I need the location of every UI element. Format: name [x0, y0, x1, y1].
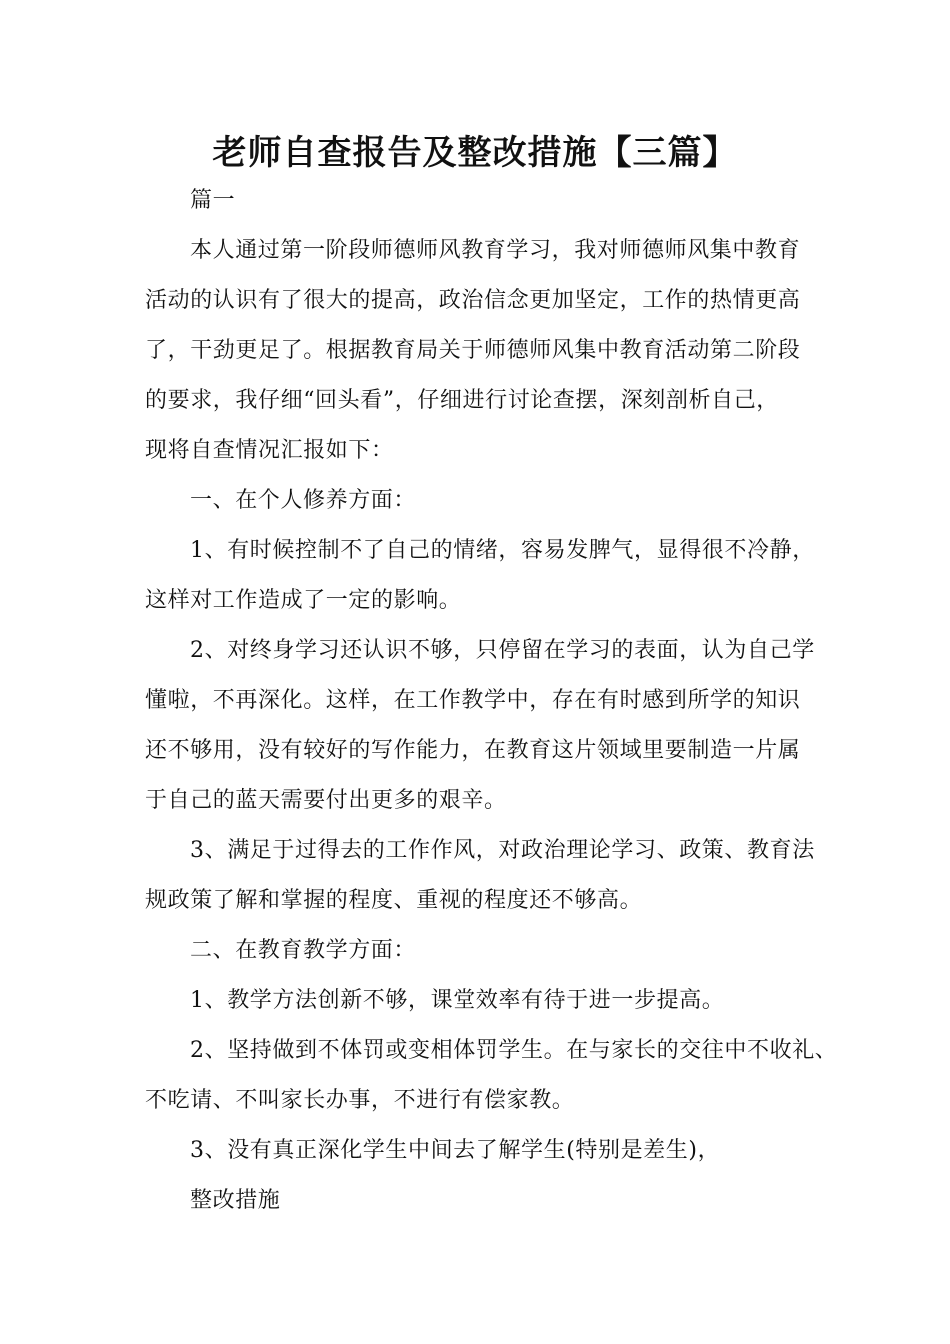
paragraph-line: 不吃请、不叫家长办事，不进行有偿家教。	[145, 1088, 575, 1113]
paragraph-line: 活动的认识有了很大的提高，政治信念更加坚定，工作的热情更高	[145, 288, 801, 313]
paragraph-line: 了，干劲更足了。根据教育局关于师德师风集中教育活动第二阶段	[145, 338, 801, 363]
paragraph-line: 这样对工作造成了一定的影响。	[145, 588, 462, 613]
paragraph-line: 于自己的蓝天需要付出更多的艰辛。	[145, 788, 507, 813]
paragraph-line: 的要求，我仔细“回头看”，仔细进行讨论查摆，深刻剖析自己，	[145, 388, 779, 413]
paragraph-line: 还不够用，没有较好的写作能力，在教育这片领域里要制造一片属	[145, 738, 801, 763]
paragraph-line: 2、对终身学习还认识不够，只停留在学习的表面，认为自己学	[190, 638, 815, 663]
section-heading: 一、在个人修养方面：	[190, 488, 417, 513]
section-heading-part-one: 篇一	[190, 188, 236, 213]
paragraph-line: 1、教学方法创新不够，课堂效率有待于进一步提高。	[190, 988, 725, 1013]
document-title: 老师自查报告及整改措施【三篇】	[212, 133, 738, 173]
section-heading: 整改措施	[190, 1188, 281, 1213]
paragraph-line: 规政策了解和掌握的程度、重视的程度还不够高。	[145, 888, 643, 913]
paragraph-line: 现将自查情况汇报如下：	[145, 438, 394, 463]
paragraph-line: 3、满足于过得去的工作作风，对政治理论学习、政策、教育法	[190, 838, 815, 863]
paragraph-line: 懂啦，不再深化。这样，在工作教学中，存在有时感到所学的知识	[145, 688, 801, 713]
paragraph-line: 3、没有真正深化学生中间去了解学生(特别是差生)，	[190, 1138, 721, 1163]
section-heading: 二、在教育教学方面：	[190, 938, 417, 963]
paragraph-line: 2、坚持做到不体罚或变相体罚学生。在与家长的交往中不收礼、	[190, 1038, 838, 1063]
paragraph-line: 1、有时候控制不了自己的情绪，容易发脾气，显得很不冷静，	[190, 538, 815, 563]
paragraph-line: 本人通过第一阶段师德师风教育学习，我对师德师风集中教育	[190, 238, 801, 263]
